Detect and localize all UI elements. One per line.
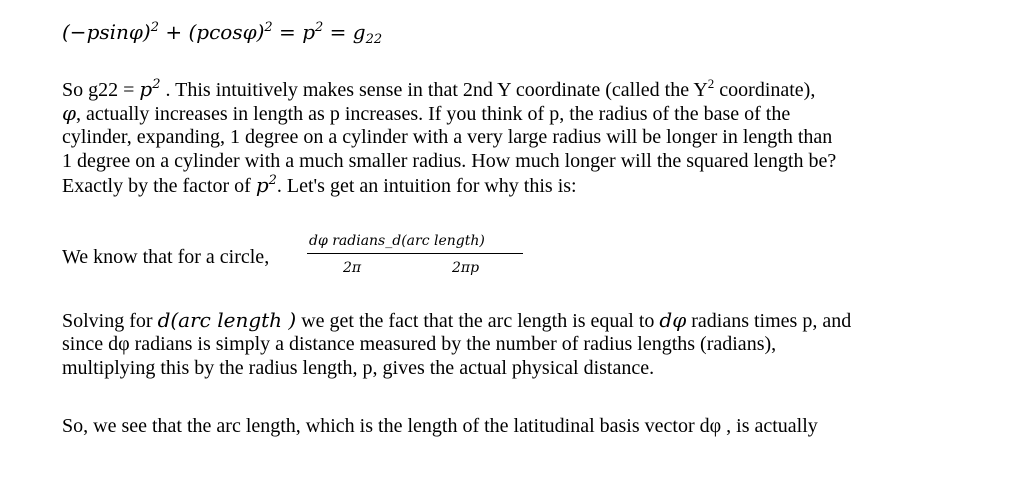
- text-run: radians times p, and: [686, 310, 852, 332]
- math-dphi: dφ: [659, 308, 687, 332]
- superscript: 2: [707, 76, 715, 91]
- equation-psin-term: psinφ: [86, 20, 143, 44]
- math-phi: φ: [62, 101, 77, 125]
- equation-exponent: 2: [150, 20, 160, 35]
- paragraph3-line1: So, we see that the arc length, which is the length of the latitudinal basis vector dφ , is actually: [62, 415, 818, 437]
- math-exponent: 2: [268, 173, 277, 188]
- paragraph1-line5: [62, 173, 577, 198]
- math-exponent: 2: [152, 77, 161, 92]
- metric-equation: [62, 20, 383, 47]
- text-run: Solving for: [62, 310, 158, 332]
- circle-statement: We know that for a circle,: [62, 246, 270, 268]
- fraction-bar: [307, 253, 523, 254]
- fraction-numerator: dφ radians_d(arc length): [309, 233, 485, 249]
- equation-equals: =: [272, 20, 303, 44]
- equation-open: (−: [62, 20, 87, 44]
- paragraph2-line2: since dφ radians is simply a distance measured by the number of radius lengths (radians),: [62, 333, 777, 355]
- paragraph2-line1: [62, 308, 851, 333]
- equation-exponent: 2: [315, 20, 324, 35]
- text-run: So g22 =: [62, 79, 140, 101]
- equation-p: p: [302, 20, 315, 44]
- equation-paren: ): [256, 20, 265, 44]
- paragraph1-line2: [62, 101, 790, 126]
- text-run: . This intuitively makes sense in that 2nd Y coordinate (called the Y: [160, 79, 708, 101]
- equation-subscript: 22: [365, 32, 383, 47]
- paragraph1-line3: cylinder, expanding, 1 degree on a cylinder with a very large radius will be longer in length than: [62, 126, 833, 148]
- math-arc-length: d(arc length ): [157, 308, 297, 332]
- text-run: Exactly by the factor of: [62, 175, 256, 197]
- text-run: , actually increases in length as p increases. If you think of p, the radius of the base of the: [76, 103, 791, 125]
- arc-length-fraction: [307, 233, 523, 279]
- fraction-denominator-left: 2π: [343, 260, 362, 276]
- equation-plus: + (: [159, 20, 197, 44]
- equation-paren: ): [142, 20, 151, 44]
- equation-g: g: [352, 20, 366, 44]
- equation-equals: =: [323, 20, 353, 44]
- paragraph2-line3: multiplying this by the radius length, p, gives the actual physical distance.: [62, 357, 655, 379]
- paragraph1-line4: 1 degree on a cylinder with a much smaller radius. How much longer will the squared length be?: [62, 150, 837, 172]
- text-run: we get the fact that the arc length is equal to: [296, 310, 660, 332]
- equation-pcos-term: pcosφ: [196, 20, 257, 44]
- math-p: p: [139, 77, 153, 101]
- fraction-denominator-right: 2πp: [452, 260, 480, 276]
- text-run: coordinate),: [714, 79, 816, 101]
- equation-exponent: 2: [264, 20, 273, 35]
- paragraph1-line1: [62, 77, 815, 102]
- text-run: . Let's get an intuition for why this is:: [276, 175, 577, 197]
- math-p: p: [255, 173, 269, 197]
